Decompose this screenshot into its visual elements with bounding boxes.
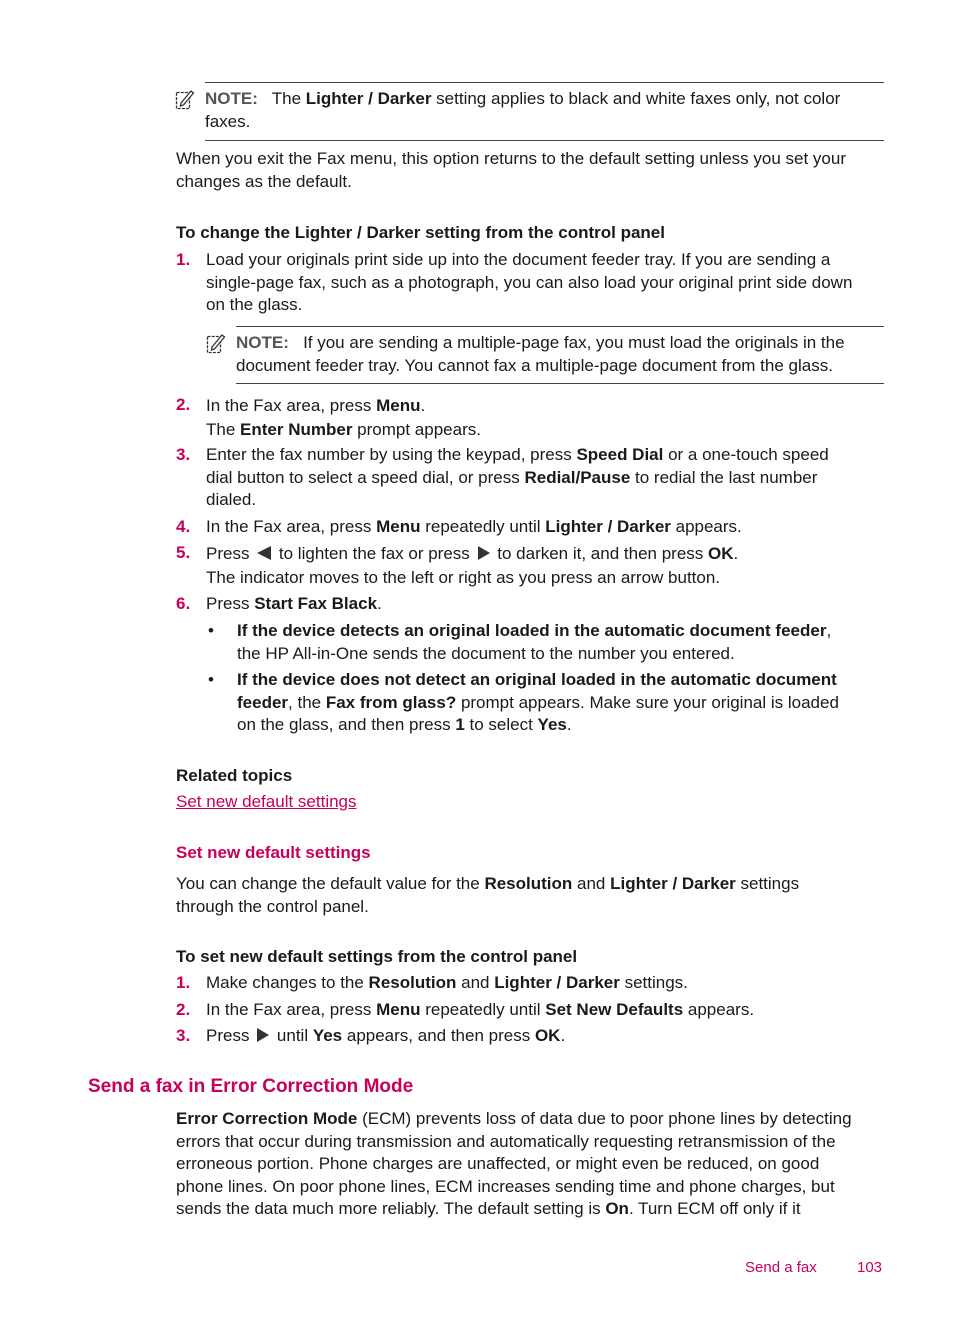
step-line: repeatedly until (420, 517, 546, 536)
bullet-condition: feeder (237, 692, 289, 712)
note-label: NOTE: (205, 89, 258, 108)
menu-term: Menu (376, 1000, 421, 1019)
paragraph-line: When you exit the Fax menu, this option returns to the default setting unless you set your (176, 149, 846, 168)
right-arrow-icon (257, 1028, 269, 1042)
step-text (206, 249, 886, 317)
procedure-heading: To set new default settings from the control panel (176, 947, 578, 966)
note-text: setting applies to black and white faxes only, not color (431, 89, 841, 108)
section-paragraph (176, 873, 896, 918)
step-line: repeatedly until (420, 1000, 546, 1019)
bullet-condition: If the device does not detect an original loaded in the automatic document (237, 670, 837, 689)
procedure-heading: To change the Lighter / Darker setting from the control panel (176, 223, 665, 242)
paragraph-line: changes as the default. (176, 171, 352, 191)
step-line: single-page fax, such as a photograph, you can also load your original print side down (206, 272, 853, 292)
step-line: appears. (683, 1000, 755, 1019)
step-number: 6. (176, 594, 191, 613)
key-term: 1 (455, 715, 465, 734)
step-number: 5. (176, 543, 191, 562)
right-arrow-icon (478, 546, 490, 560)
bullet-line: , the (288, 692, 326, 712)
step-number: 1. (176, 973, 191, 992)
step-text (206, 1025, 886, 1048)
note-bottom-rule (236, 383, 884, 384)
setting-term: Resolution (484, 874, 573, 893)
step-line: Enter the fax number by using the keypad, press (206, 445, 577, 464)
step-text (206, 542, 886, 590)
note-text: If you are sending a multiple-page fax, you must load the originals in the (303, 333, 845, 352)
step-line: Press (206, 1026, 255, 1045)
note-pencil-icon (206, 333, 226, 355)
step-line: appears. (670, 517, 742, 536)
left-arrow-icon (257, 546, 271, 560)
exit-paragraph (176, 148, 896, 193)
bullet-text (237, 620, 887, 665)
step-line: until (272, 1026, 313, 1045)
prompt-term: Fax from glass? (325, 692, 457, 712)
note-text: document feeder tray. You cannot fax a multiple-page document from the glass. (236, 355, 833, 375)
step-line: . (733, 544, 739, 563)
option-term: Yes (312, 1026, 343, 1045)
step-line: Press (206, 594, 255, 613)
step-line: to darken it, and then press (492, 544, 708, 563)
menu-term: Menu (376, 517, 421, 536)
note-text: The (271, 89, 306, 108)
bullet-text (237, 669, 887, 737)
note-bold: Lighter / Darker (305, 89, 432, 108)
footer-section-title: Send a fax (745, 1259, 817, 1276)
note-block (236, 332, 896, 377)
step-line: Load your originals print side up into the document feeder tray. If you are sending a (206, 250, 831, 269)
option-term: Yes (537, 715, 567, 734)
bullet-mark: • (208, 670, 214, 689)
bullet-line: prompt appears. Make sure your original is loaded (456, 692, 839, 712)
step-line: dialed. (206, 490, 257, 509)
bullet-line: on the glass, and then press (237, 715, 456, 734)
note-top-rule (205, 82, 884, 83)
setting-term: Lighter / Darker (610, 874, 736, 893)
paragraph-line: and (572, 874, 611, 893)
step-line: to lighten the fax or press (274, 544, 475, 563)
paragraph-line: sends the data much more reliably. The default setting is (176, 1199, 606, 1218)
step-line: and (456, 973, 495, 992)
button-term: Redial/Pause (524, 467, 631, 487)
section-heading: Send a fax in Error Correction Mode (88, 1076, 414, 1097)
step-text (206, 516, 886, 539)
note-pencil-icon (175, 89, 195, 111)
prompt-term: Enter Number (240, 420, 353, 439)
bullet-line: . (566, 715, 572, 734)
setting-term: Set New Defaults (545, 1000, 684, 1019)
bullet-line: , (826, 621, 832, 640)
related-topics-heading: Related topics (176, 766, 293, 785)
step-line: . (420, 396, 426, 415)
step-text (206, 394, 886, 442)
paragraph-line: You can change the default value for the (176, 874, 485, 893)
section-paragraph (176, 1108, 896, 1221)
button-term: Speed Dial (576, 445, 664, 464)
option-term: On (605, 1199, 629, 1218)
page-number: 103 (857, 1259, 883, 1276)
bullet-condition: If the device detects an original loaded in the automatic document feeder (237, 621, 827, 640)
bullet-line: to select (464, 715, 538, 734)
button-term: OK (534, 1026, 561, 1045)
step-line: dial button to select a speed dial, or press (206, 467, 525, 487)
bullet-mark: • (208, 621, 214, 640)
step-line: prompt appears. (352, 420, 481, 439)
step-line: or a one-touch speed (663, 445, 829, 464)
step-line: appears, and then press (342, 1026, 535, 1045)
note-block (205, 88, 885, 133)
setting-term: Resolution (368, 973, 457, 992)
step-line: The (206, 420, 241, 439)
note-label: NOTE: (236, 333, 289, 352)
paragraph-line: phone lines. On poor phone lines, ECM increases sending time and phone charges, but (176, 1176, 835, 1196)
bullet-line: the HP All-in-One sends the document to the number you entered. (237, 643, 735, 663)
paragraph-line: settings (735, 874, 800, 893)
section-heading: Set new default settings (176, 843, 371, 862)
button-term: OK (708, 544, 734, 563)
paragraph-line: through the control panel. (176, 896, 369, 916)
note-top-rule (236, 326, 884, 327)
step-line: The indicator moves to the left or right as you press an arrow button. (206, 568, 721, 587)
step-number: 2. (176, 395, 191, 414)
step-line: Press (206, 544, 255, 563)
step-number: 3. (176, 1026, 191, 1045)
step-line: Make changes to the (206, 973, 369, 992)
setting-term: Lighter / Darker (494, 973, 620, 992)
step-number: 3. (176, 445, 191, 464)
step-line: . (560, 1026, 566, 1045)
step-line: In the Fax area, press (206, 396, 377, 415)
button-term: Start Fax Black (254, 594, 378, 613)
paragraph-line: erroneous portion. Phone charges are unaffected, or might even be reduced, on good (176, 1154, 820, 1173)
step-text (206, 999, 886, 1022)
step-number: 2. (176, 1000, 191, 1019)
note-text: faxes. (205, 111, 251, 131)
step-line: In the Fax area, press (206, 517, 377, 536)
related-topic-link[interactable]: Set new default settings (176, 792, 357, 811)
step-text (206, 444, 886, 512)
step-number: 4. (176, 517, 191, 536)
step-line: on the glass. (206, 295, 303, 314)
setting-term: Lighter / Darker (545, 517, 671, 536)
step-number: 1. (176, 250, 191, 269)
step-text (206, 593, 886, 616)
step-line: to redial the last number (630, 467, 818, 487)
paragraph-line: (ECM) prevents loss of data due to poor phone lines by detecting (357, 1109, 852, 1128)
paragraph-line: errors that occur during transmission and automatically requesting retransmission of the (176, 1131, 836, 1151)
step-text (206, 972, 886, 995)
step-line: settings. (619, 973, 688, 992)
note-bottom-rule (205, 140, 884, 141)
step-line: . (377, 594, 382, 613)
paragraph-line: . Turn ECM off only if it (628, 1199, 801, 1218)
feature-term: Error Correction Mode (176, 1109, 358, 1128)
menu-term: Menu (376, 396, 421, 415)
step-line: In the Fax area, press (206, 1000, 377, 1019)
